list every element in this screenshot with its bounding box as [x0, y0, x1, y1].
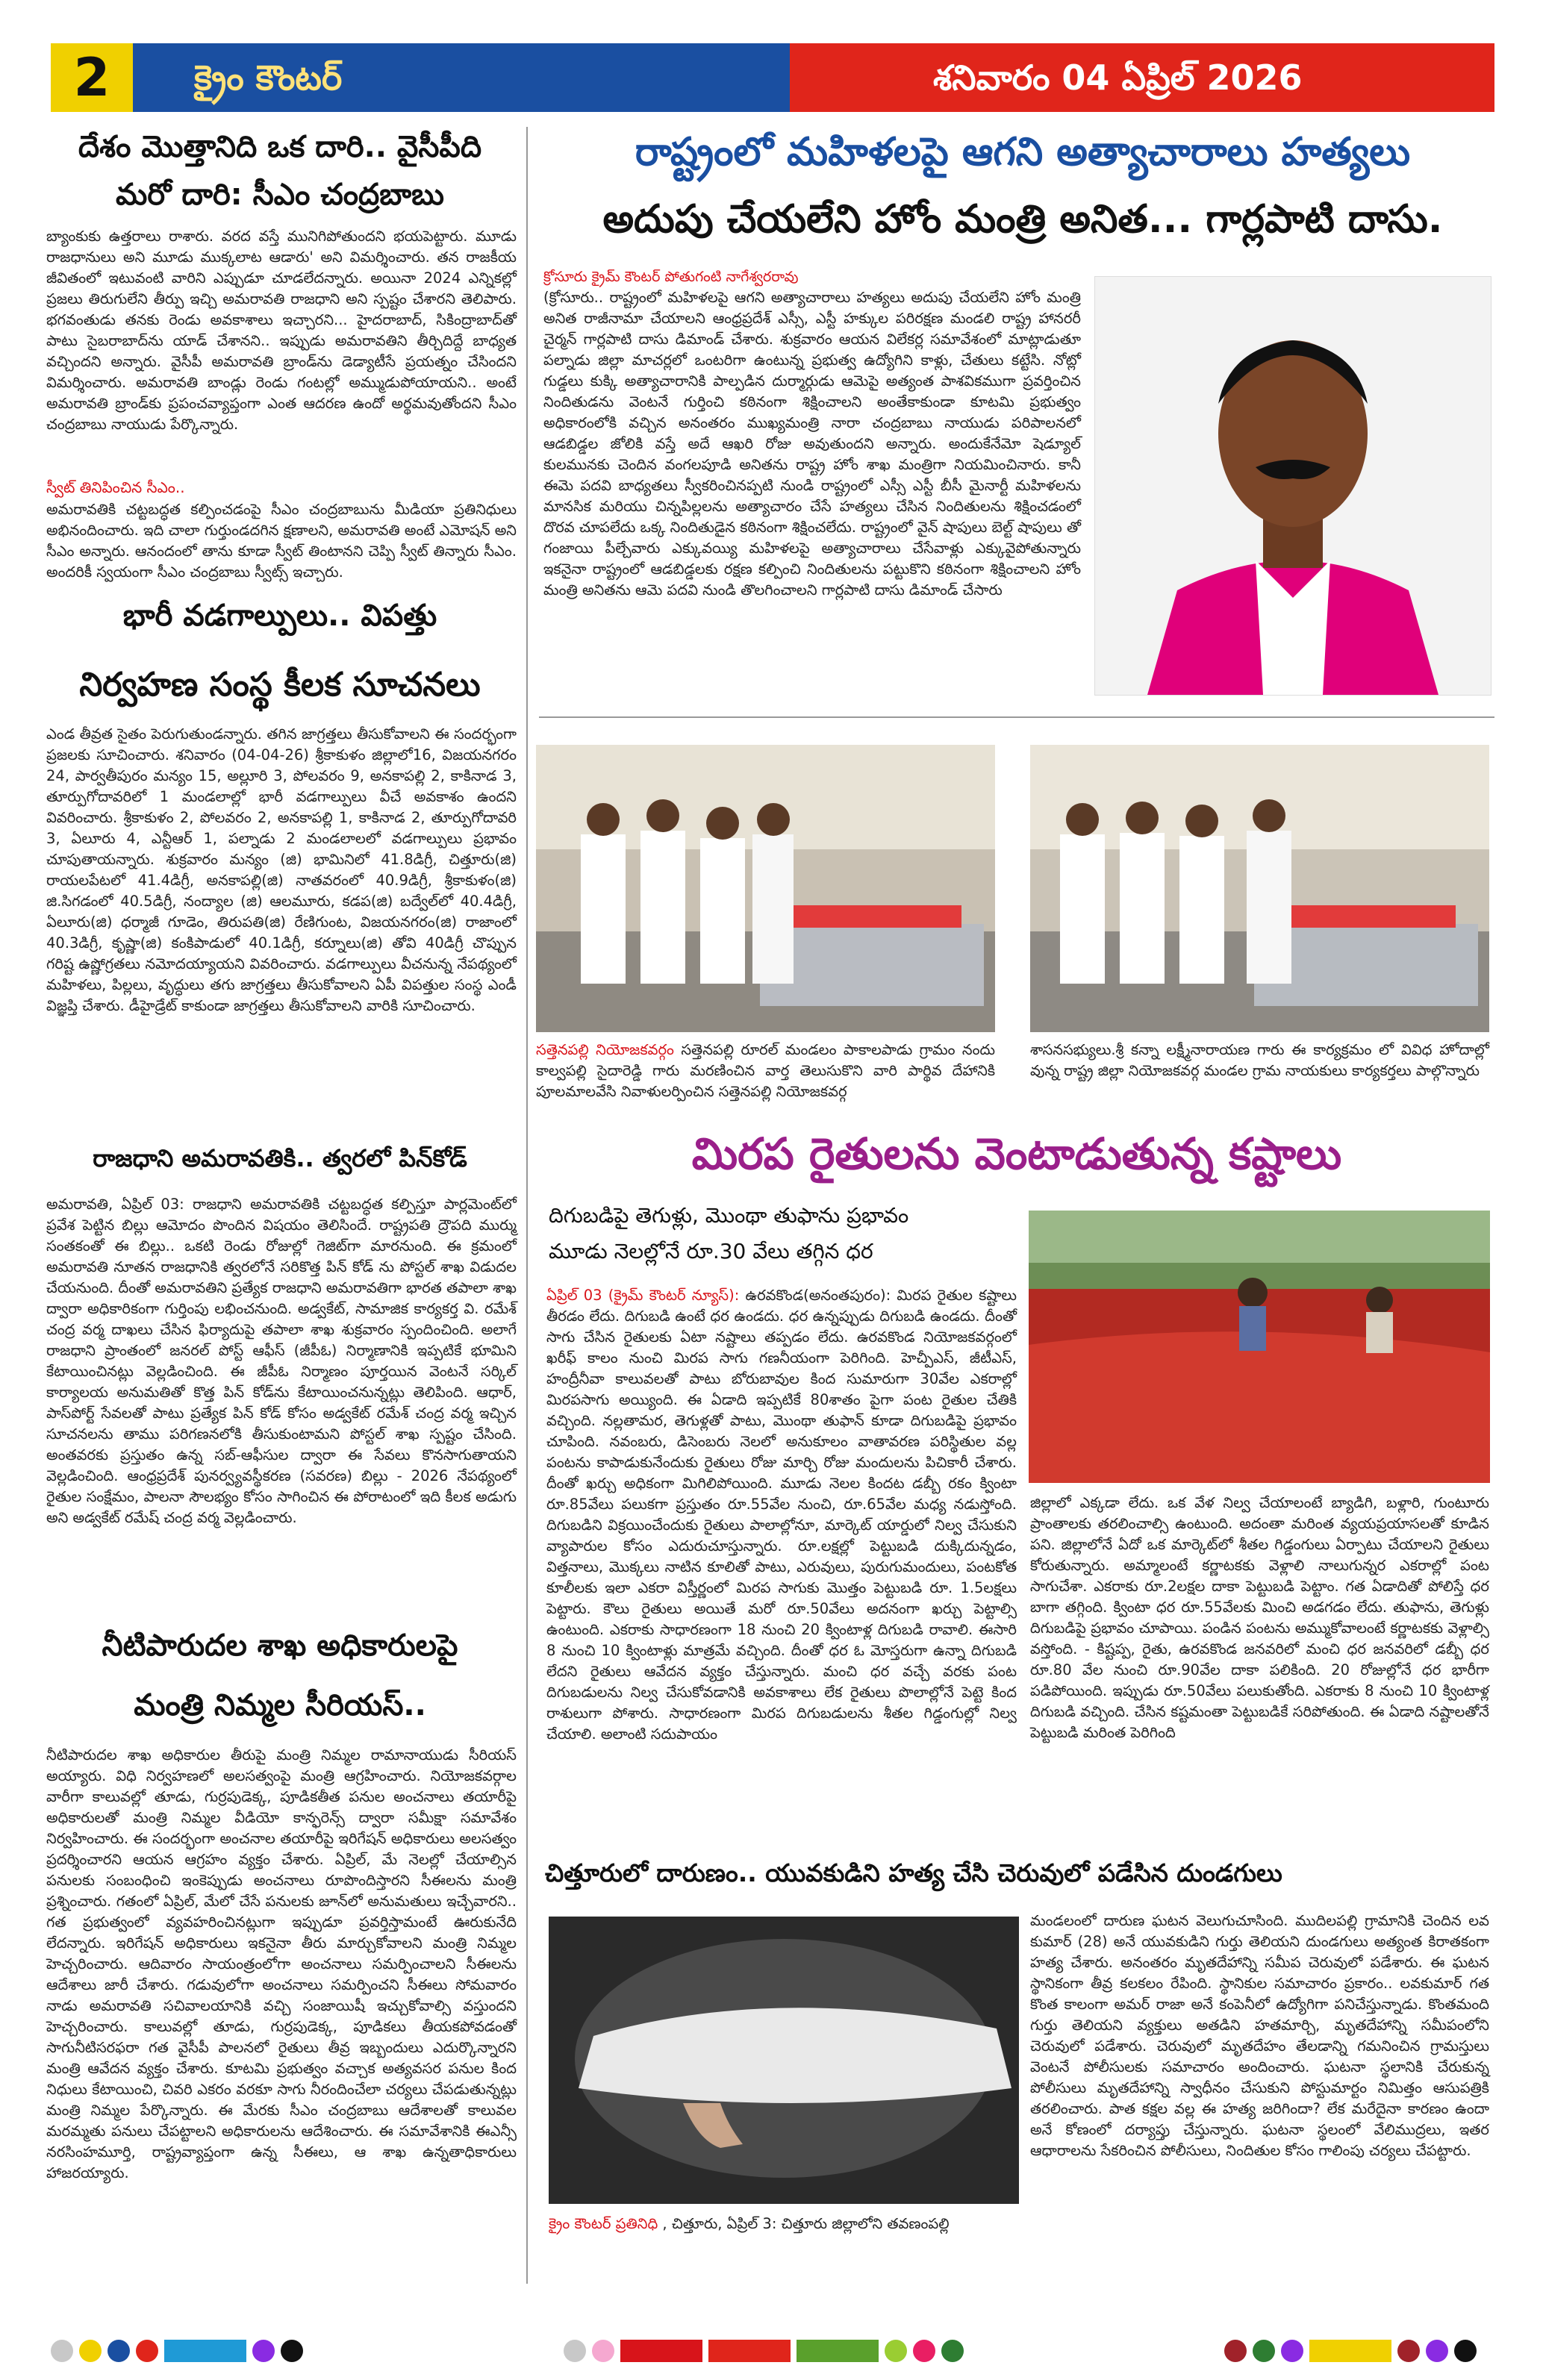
art6-subhead-2: మూడు నెలల్లోనే రూ.30 వేలు తగ్గిన ధర — [549, 1239, 873, 1264]
art4-headline-line2: మంత్రి నిమ్మల సీరియస్.. — [134, 1688, 426, 1722]
lead-byline: క్రోసూరు క్రైమ్ కౌంటర్ పోతుగంటి నాగేశ్వరరావు — [543, 269, 799, 285]
art6-body-right: జిల్లాలో ఎక్కడా లేదు. ఒక వేళ నిల్వ చేయాలంటే బ్యాడిగి, బళ్లారి, గుంటూరు ప్రాంతాలకు తరలించాల్సి ఉంటుంది. అదంతా మరింత వ్యయప్రయాసలతో కూడిన పని. జిల్లాలోనే ఏదో ఒక మార్కెట్‌లో శీతల గిడ్డంగులు ఏర్పాటు చేయాలని రైతులు కోరుతున్నారు. అమ్మాలంటే కర్ణాటకకు వెళ్లాలి నాలుగున్నర ఎకరాల్లో పంట సాగుచేశా. ఎకరాకు రూ.2లక్షల దాకా పెట్టుబడి పెట్టాం. గత ఏడాదితో పోలిస్తే ధర బాగా తగ్గింది. క్వింటా ధర రూ.55వేలకు మించి అడగడం లేదు. తుఫాను, తెగుళ్లు దిగుబడిపై ప్రభావం చూపాయి. పండిన పంటను అమ్ముకోవాలంటే కర్ణాటకకు వెళ్లాల్సి వస్తోంది. - కిష్టప్ప, రైతు, ఉరవకొండ జనవరిలో మంచి ధర జనవరిలో డబ్బీ ధర రూ.80 వేల నుంచి రూ.90వేల దాకా పలికింది. 20 రోజుల్లోనే ధర భారీగా పడిపోయింది. ఇప్పుడు రూ.50వేలు పలుకుతోంది. ఎకరాకు 8 నుంచి 10 క్వింటాళ్ల దిగుబడి వచ్చింది. చేసిన కష్టమంతా పెట్టుబడికే సరిపోతుంది. ఈ ఏడాది నష్టాలతోనే పెట్టుబడి మరింత పెరిగింది — [1030, 1494, 1489, 1741]
lead-body: (క్రోసూరు.. రాష్ట్రంలో మహిళలపై ఆగని అత్యాచారాలు హత్యలు అదుపు చేయలేని హోం మంత్రి అనిత రాజీనామా చేయాలని ఆంధ్రప్రదేశ్ ఎస్సీ, ఎస్టీ హక్కుల పరిరక్షణ మండలి రాష్ట్ర హానరరీ చైర్మన్ గార్లపాటి దాసు డిమాండ్ చేశారు. శుక్రవారం ఆయన విలేకర్ల సమావేశంలో మాట్లాడుతూ పల్నాడు జిల్లా మాచర్లలో ఒంటరిగా ఉంటున్న ప్రభుత్వ ఉద్యోగిని కాళ్లు, చేతులు కట్టేసి. నోట్లో గుడ్డలు కుక్కి అత్యాచారానికి పాల్పడిన దుర్మార్గుడు ఆమెపై అత్యంత పాశవికముగా ప్రవర్తించిన నిందితుడను వెంటనే గుర్తించి కఠినంగా శిక్షించాలని అంతేకాకుండా కూటమి ప్రభుత్వం అధికారంలోకి వచ్చిన అనంతరం ముఖ్యమంత్రి నారా చంద్రబాబు నాయుడు పరిపాలనలో ఆడబిడ్డల జోలికి వస్తే అదే ఆఖరి రోజు అవుతుందని అన్నారు. అందుకేనేమో షెడ్యూల్ కులమునకు చెందిన వంగలపూడి అనితను రాష్ట్ర హోం శాఖ మంత్రిగా నియమించినారు. కానీ ఈమె పదవి బాధ్యతలు స్వీకరించినప్పటి నుండి రాష్ట్రంలో ఎస్సీ ఎస్టీ బీసీ మైనార్టీ మహిళలను మానసిక మరియు చిన్నపిల్లలను అత్యాచారం చేసే హత్యలు చేసిన నిందితులను శిక్షించడంలో దొరవ చూపలేదు ఒక్క నిందితుడైన కఠినంగా శిక్షించలేదు. రాష్ట్రంలో వైన్ షాపులు బెల్ట్ షాపులు తో గంజాయి పీల్చేవారు ఎక్కువయ్యి మహిళలపై అత్యాచారాలు చేసేవాళ్లు ఎక్కువైపోతున్నారు ఇకనైనా రాష్ట్రంలో ఆడబిడ్డలకు రక్షణ కల్పించి నిందితులను పట్టుకొని కఠినంగా శిక్షించాలని హోం మంత్రి అనితను ఆమె పదవి నుండి తొలగించాలని గార్లపాటి దాసు డిమాండ్ చేసారు — [543, 289, 1081, 599]
portrait-photo — [1094, 276, 1491, 696]
art7-body-left — [549, 2214, 1019, 2234]
art4-body: నీటిపారుదల శాఖ అధికారుల తీరుపై మంత్రి నిమ్మల రామానాయుడు సీరియస్ అయ్యారు. విధి నిర్వహణలో అలసత్వంపై మంత్రి ఆగ్రహించారు. నియోజకవర్గాల వారీగా కాలువల్లో తూడు, గుర్రపుడెక్క, పూడికతీత పనుల అంచనాలు తయారీపై అధికారులతో మంత్రి నిమ్మల వీడియో కాన్ఫరెన్స్ ద్వారా సమీక్షా సమావేశం నిర్వహించారు. ఈ సందర్భంగా అంచనాల తయారీపై ఇరిగేషన్ అధికారులు అలసత్వం ప్రదర్శించారని ఆయన ఆగ్రహం వ్యక్తం చేశారు. ఏప్రిల్, మే నెలల్లో చేయాల్సిన పనులకు సంబంధించి ఇంకెప్పుడు అంచనాలు రూపొందిస్తారని సీఈలను మంత్రి ప్రశ్నించారు. గతంలో ఏప్రిల్, మేలో చేసే పనులకు జూన్‌లో అనుమతులు ఇచ్చేవారని.. గత ప్రభుత్వంలో వ్యవహరించినట్లుగా ఇప్పుడూ ప్రవర్తిస్తామంటే ఊరుకునేది లేదన్నారు. ఇరిగేషన్ అధికారులు ఇకనైనా తీరు మార్చుకోవాలని మంత్రి నిమ్మల హెచ్చరించారు. ఆదివారం సాయంత్రంలోగా అంచనాలు సమర్పించాలని సీఈలను ఆదేశాలు జారీ చేశారు. గడువులోగా అంచనాలు సమర్పించని సీఈలు సోమవారం నాడు అమరావతి సచివాలయానికి వచ్చి సంజాయిషీ ఇచ్చుకోవాల్సి వస్తుందని హెచ్చరించారు. కాలువల్లో తూడు, గుర్రపుడెక్క, పూడికలు తీయకపోవడంతో సాగునీటిసరఫరా గత వైసీపీ పాలనలో రైతులు తీవ్ర ఇబ్బందులు ఎదుర్కొన్నారని మంత్రి ఆవేదన వ్యక్తం చేశారు. కూటమి ప్రభుత్వం వచ్చాక అత్యవసర పనుల కింద నిధులు కేటాయించి, చివరి ఎకరం వరకూ సాగు నీరందించేలా చర్యలు చేపడుతున్నట్లు మంత్రి నిమ్మల పేర్కొన్నారు. ఈ మేరకు సీఎం చంద్రబాబు ఆదేశాలతో కాలువల మరమ్మతు పనులు చేపట్టాలని అధికారులను ఆదేశించారు. ఈ సమావేశానికి ఈఎన్సీ నరసింహమూర్తి, రాష్ట్రవ్యాప్తంగా ఉన్న సీఈలు, ఆ శాఖ ఉన్నతాధికారులు హాజరయ్యారు. — [46, 1746, 517, 2181]
art7-body-right: మండలంలో దారుణ ఘటన వెలుగుచూసింది. ముదిలపల్లి గ్రామానికి చెందిన లవ కుమార్ (28) అనే యువకుడిని గుర్తు తెలియని దుండగులు అత్యంత కిరాతకంగా హత్య చేశారు. అనంతరం మృతదేహాన్ని సమీప చెరువులో పడేశారు. ఈ ఘటన స్థానికంగా తీవ్ర కలకలం రేపింది. స్థానికుల సమాచారం ప్రకారం.. లవకుమార్ గత కొంత కాలంగా అమర్ రాజా అనే కంపెనీలో ఉద్యోగిగా పనిచేస్తున్నాడు. కొంతమంది గుర్తు తెలియని వ్యక్తులు అతడిని హతమార్చి, మృతదేహాన్ని సమీపంలోని చెరువులో పడేశారు. చెరువులో మృతదేహం తేలడాన్ని గమనించిన గ్రామస్తులు వెంటనే పోలీసులకు సమాచారం అందించారు. ఘటనా స్థలానికి చేరుకున్న పోలీసులు మృతదేహాన్ని స్వాధీనం చేసుకుని పోస్టుమార్టం నిమిత్తం ఆసుపత్రికి తరలించారు. పాత కక్షల వల్ల ఈ హత్య జరిగిందా? లేక మరేదైనా కారణం ఉందా అనే కోణంలో దర్యాప్తు చేస్తున్నారు. ఘటనా స్థలంలో వేలిముద్రలు, ఇతర ఆధారాలను సేకరించిన పోలీసులు, నిందితుల కోసం గాలింపు చర్యలు చేపట్టారు. — [1030, 1912, 1489, 2159]
art2-body: ఎండ తీవ్రత సైతం పెరుగుతుండన్నారు. తగిన జాగ్రత్తలు తీసుకోవాలని ఈ సందర్భంగా ప్రజలకు సూచించారు. శనివారం (04-04-26) శ్రీకాకుళం జిల్లాలో16, విజయనగరం 24, పార్వతీపురం మన్యం 15, అల్లూరి 3, పోలవరం 9, అనకాపల్లి 2, కాకినాడ 3, తూర్పుగోదావరిలో 1 మండలాల్లో భారీ వడగాల్పులు వీచే అవకాశం ఉందని వివరించారు. శ్రీకాకుళం 2, పోలవరం 2, అనకాపల్లి 1, కాకినాడ 2, తూర్పుగోదావరి 3, ఏలూరు 4, ఎన్టీఆర్ 1, పల్నాడు 2 మండలాలలో వడగాల్పులు ప్రభావం చూపుతాయన్నారు. శుక్రవారం మన్యం (జి) భామినిలో 41.8డిగ్రీ, చిత్తూరు(జి) రాయలపేటలో 41.4డిగ్రీ, అనకాపల్లి(జి) నాతవరంలో 40.9డిగ్రీ, శ్రీకాకుళం(జి) జి.సిగడంలో 40.5డిగ్రీ, నంద్యాల (జి) ఆలమూరు, కడప(జి) బద్వేల్‌లో 40.4డిగ్రీ, ఏలూరు(జి) ధర్మాజీ గూడెం, తిరుపతి(జి) రేణిగుంట, విజయనగరం(జి) రాజాంలో 40.3డిగ్రీ, కృష్ణా(జి) కంకిపాడులో 40.1డిగ్రీ, కర్నూలు(జి) తోవి 40డిగ్రీ చొప్పున గరిష్ట ఉష్ణోగ్రతలు నమోదయ్యాయని వివరించారు. వడగాల్పులు వీచనున్న నేపథ్యంలో మహిళలు, పిల్లలు, వృద్ధులు తగు జాగ్రత్తలు తీసుకోవాలని ఏపీ విపత్తుల సంస్థ ఎండీ విజ్ఞప్తి చేశారు. డీహైడ్రేట్ కాకుండా జాగ్రత్తలు తీసుకోవాలని వారికి సూచించారు. — [46, 725, 517, 1014]
footer-color-strip-right — [1224, 2340, 1483, 2365]
caption-body: సత్తెనపల్లి రూరల్ మండలం పాకాలపాడు గ్రామం నందు కాల్వపల్లి సైదారెడ్డి గారు మరణించిన వార్త తెలుసుకొని వారి పార్థివ దేహానికి పూలమాలవేసి నివాళులర్పించిన సత్తెనపల్లి నియోజకవర్గ — [536, 1041, 995, 1100]
art3-headline: రాజధాని అమరావతికి.. త్వరలో పిన్‌కోడ్ — [93, 1144, 467, 1172]
footer-color-strip-mid — [564, 2340, 970, 2365]
chilli-drying-photo — [1029, 1211, 1490, 1483]
art1-body2: అమరావతికి చట్టబద్ధత కల్పించడంపై సీఎం చంద్రబాబును మీడియా ప్రతినిధులు అభినందించారు. ఇది చాలా గుర్తుండదగిన క్షణాలని, అమరావతి అంటే ఎమోషన్ అని సీఎం అన్నారు. ఆనందంలో తాను కూడా స్వీట్ తింటానని చెప్పి స్వీట్ తిన్నారు సీఎం. అందరికీ స్వయంగా సీఎం చంద్రబాబు స్వీట్స్ ఇచ్చారు. — [46, 501, 517, 581]
art1-headline-line2: మరో దారి: సీఎం చంద్రబాబు — [116, 178, 444, 212]
art7-byline: క్రైం కౌంటర్ ప్రతినిధి — [549, 2215, 658, 2232]
art6-subhead-1: దిగుబడిపై తెగుళ్లు, మొంథా తుఫాను ప్రభావం — [549, 1203, 909, 1228]
photo-caption-1 — [536, 1040, 995, 1102]
caption-lead: సత్తెనపల్లి నియోజకవర్గం — [536, 1041, 674, 1058]
art6-body-left — [546, 1285, 1017, 1745]
art4-headline-line1: నీటిపారుదల శాఖ అధికారులపై — [102, 1628, 458, 1663]
art6-byline: ఏప్రిల్ 03 (క్రైమ్ కౌంటర్ న్యూస్): — [546, 1287, 740, 1304]
photo-caption-2: శాసనసభ్యులు.శ్రీ కన్నా లక్ష్మీనారాయణ గారు ఈ కార్యక్రమం లో వివిధ హోదాల్లో వున్న రాష్ట్ర జిల్లా నియోజకవర్గ మండల గ్రామ నాయకులు కార్యకర్తలు పాల్గొన్నారు — [1030, 1041, 1489, 1079]
art6-body-text: ఉరవకొండ(అనంతపురం): మిరప రైతుల కష్టాలు తీరడం లేదు. దిగుబడి ఉంటే ధర ఉండదు. ధర ఉన్నప్పుడు దిగుబడి ఉండదు. దీంతో సాగు చేసిన రైతులకు ఏటా నష్టాలు తప్పడం లేదు. ఉరవకొండ నియోజకవర్గంలో ఖరీఫ్ కాలం నుంచి మిరప సాగు గణనీయంగా పెరిగింది. హెచ్పీఎస్, జీటీఎస్, హంద్రీనీవా కాలువలతో పాటు బోరుబావుల కింద సుమారుగా 30వేల ఎకరాల్లో మిరపసాగు అయ్యింది. ఈ ఏడాది ఇప్పటికే 80శాతం పైగా పంట రైతుల చేతికి వచ్చింది. నల్లతామర, తెగుళ్లతో పాటు, మొంథా తుఫాన్ కూడా దిగుబడిపై ప్రభావం చూపింది. నవంబరు, డిసెంబరు నెలలో అనుకూలం వాతావరణ పరిస్థితుల వల్ల పంటను కాపాడుకునేందుకు రైతులు రోజు మార్చి రోజు మందులను పిచికారీ చేశారు. దీంతో ఖర్చు అధికంగా మిగిలిపోయింది. మూడు నెలల కిందట డబ్బీ రకం క్వింటా రూ.85వేలు పలుకగా ప్రస్తుతం రూ.55వేల నుంచి, రూ.65వేల మధ్య నడుస్తోంది. దిగుబడిని విక్రయించేందుకు రైతులు పాలాల్లోనూ, మార్కెట్ యార్డులో నిల్వ చేసుకుని వ్యాపారుల కోసం ఎదురుచూస్తున్నారు. రూ.లక్షల్లో పెట్టుబడి దుక్కిదున్నడం, విత్తనాలు, మొక్కలు నాటిన కూలితో పాటు, ఎరువులు, పురుగుమందులు, పంటకోత కూలీలకు ఇలా ఎకరా విస్తీర్ణంలో మిరప సాగుకు మొత్తం పెట్టుబడి రూ. 1.5లక్షలు పెట్టారు. కౌలు రైతులు అయితే మరో రూ.50వేలు అదనంగా ఖర్చు పెట్టాల్సి ఉంటుంది. ఎకరాకు సాధారణంగా 18 నుంచి 20 క్వింటాళ్ల దిగుబడి రావాలి. ఈసారి 8 నుంచి 10 క్వింటాళ్లు మాత్రమే వచ్చింది. దీంతో ధర ఓ మోస్తరుగా ఉన్నా దిగుబడి లేదని రైతులు ఆవేదన వ్యక్తం చేస్తున్నారు. మంచి ధర వచ్చే వరకు పంట దిగుబడులను నిల్వ చేసుకోవడానికి అవకాశాలు లేక రైతులు పొలాల్లోనే పెట్టె కింద రాశులుగా పోశారు. సాధారణంగా మిరప దిగుబడులను శీతల గిడ్డంగుల్లో నిల్వ చేయాలి. అలాంటి సదుపాయం — [546, 1287, 1017, 1743]
art7-headline: చిత్తూరులో దారుణం.. యువకుడిని హత్య చేసి చెరువులో పడేసిన దుండగులు — [545, 1858, 1282, 1887]
art1-headline-line1: దేశం మొత్తానిది ఒక దారి.. వైసీపీది — [78, 130, 482, 164]
art2-headline-line1: భారీ వడగాల్పులు.. విపత్తు — [122, 599, 437, 633]
crime-scene-photo — [549, 1917, 1019, 2204]
art1-body: బ్యాంకుకు ఉత్తరాలు రాశారు. వరద వస్తే మునిగిపోతుందని భయపెట్టారు. మూడు రాజధానులు అని మూడు ముక్కలాట ఆడారు' అని విమర్శించారు. తన రాజకీయ జీవితంలో ఇటువంటి వారిని ఎప్పుడూ చూడలేదన్నారు. అయినా 2024 ఎన్నికల్లో ప్రజలు తిరుగులేని తీర్పు ఇచ్చి అమరావతి రాజధాని అని స్పష్టం చేశారని తెలిపారు. భగవంతుడు తనకు రెండు అవకాశాలు ఇచ్చారని... హైదరాబాద్, సికింద్రాబాద్‌తో పాటు సైబరాబాద్‌ను యాడ్ చేశానని.. ఇప్పుడు అమరావతిని తీర్చిదిద్దే బాధ్యత వచ్చిందని అన్నారు. వైసీపీ అమరావతి బ్రాండ్‌ను డెడ్యాటీసే ప్రయత్నం చేసిందని విమర్శించారు. అమరావతి బాండ్లు రెండు గంటల్లో అమ్ముడుపోయాయని.. అంటే అమరావతి బ్రాండ్‌కు ప్రపంచవ్యాప్తంగా ఎంత ఆదరణ ఉందో అర్థమవుతోందని సీఎం చంద్రబాబు నాయుడు పేర్కొన్నారు. — [46, 228, 517, 433]
footer-color-strip-left — [51, 2340, 309, 2365]
issue-date: శనివారం 04 ఏప్రిల్ 2026 — [933, 57, 1303, 98]
page-number: 2 — [51, 43, 133, 112]
art3-body: అమరావతి, ఏప్రిల్ 03: రాజధాని అమరావతికి చట్టబద్ధత కల్పిస్తూ పార్లమెంట్‌లో ప్రవేశ పెట్టిన బిల్లు ఆమోదం పొందిన విషయం తెలిసిందే. రాష్ట్రపతి ద్రౌపది ముర్ము సంతకంతో ఈ బిల్లు.. ఒకటి రెండు రోజుల్లో గెజిట్‌గా మారనుంది. ఈ క్రమంలో అమరావతి నూతన రాజధానికి త్వరలోనే సరికొత్త పిన్ కోడ్ ను పోస్టల్ శాఖ విడుదల చేయనుంది. దీంతో అమరావతిని ప్రత్యేక రాజధాని అమరావతిగా భారత తపాలా శాఖ ద్వారా అధికారికంగా గుర్తింపు లభించనుంది. అడ్వకేట్, సామాజిక కార్యకర్త వి. రమేశ్ చంద్ర వర్మ దాఖలు చేసిన ఫిర్యాదుపై తపాలా శాఖ శుక్రవారం స్పందించింది. అలాగే రాజధాని ప్రాంతంలో జనరల్ పోస్ట్ ఆఫీస్ (జీపీఓ) నిర్మాణానికి ఇప్పటికే భూమిని కేటాయించినట్లు వెల్లడించింది. ఈ జీపీఓ నిర్మాణం పూర్తయిన వెంటనే సర్కిల్ కార్యాలయ అనుమతితో కొత్త పిన్ కోడ్‌ను కేటాయించనున్నట్లు తెలిపింది. ఆధార్, పాస్‌పోర్ట్ సేవలతో పాటు ప్రత్యేక పిన్ కోడ్ కోసం అడ్వకేట్ రమేశ్ చంద్ర వర్మ ఇచ్చిన సూచనలను తాము పరిగణనలోకి తీసుకుంటామని పోస్టల్ శాఖ స్పష్టం చేసింది. అంతవరకు ప్రస్తుతం ఉన్న సబ్-ఆఫీసుల ద్వారా ఈ సేవలు కొనసాగుతాయని వెల్లడించింది. ఆంధ్రప్రదేశ్ పునర్వ్యవస్థీకరణ (సవరణ) బిల్లు - 2026 నేపథ్యంలో రైతుల సంక్షేమం, పాలనా సౌలభ్యం కోసం సాగించిన ఈ పోరాటంలో ఇది కీలక అడుగు అని అడ్వకేట్ రమేష్ చంద్ర వర్మ వెల్లడించారు. — [46, 1196, 517, 1526]
lead-headline-line1: రాష్ట్రంలో మహిళలపై ఆగని అత్యాచారాలు హత్యలు — [635, 130, 1411, 175]
art1-subhead: స్వీట్ తినిపించిన సీఎం.. — [46, 478, 185, 496]
column-divider — [526, 127, 528, 2284]
lead-divider — [539, 716, 1494, 718]
art2-headline-line2: నిర్వహణ సంస్థ కీలక సూచనలు — [79, 666, 481, 704]
art6-headline: మిరప రైతులను వెంటాడుతున్న కష్టాలు — [691, 1128, 1342, 1179]
newspaper-brand: క్రైం కౌంటర్ — [194, 57, 343, 98]
art7-body-text: , చిత్తూరు, ఏప్రిల్ 3: చిత్తూరు జిల్లాలోని తవణంపల్లి — [662, 2215, 950, 2232]
funeral-photo-2 — [1030, 745, 1489, 1032]
funeral-photo-1 — [536, 745, 995, 1032]
lead-headline-line2: అదుపు చేయలేని హోం మంత్రి అనిత... గార్లపాటి దాసు. — [602, 197, 1443, 242]
